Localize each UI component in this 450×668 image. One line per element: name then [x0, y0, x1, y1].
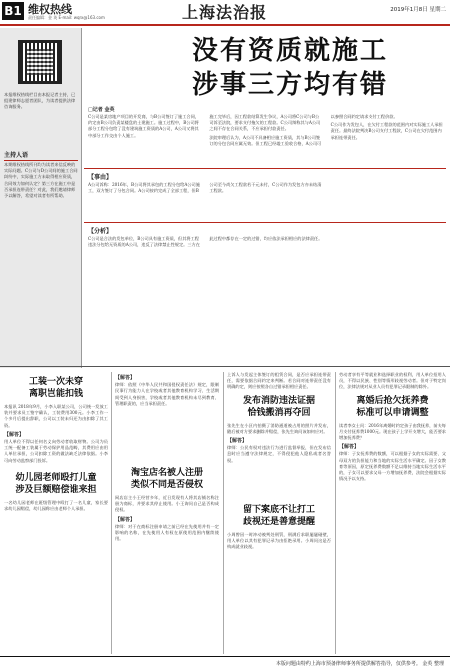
article-text: 律师：对于在商标注册申请之前已经在先使用并有一定影响的名称，在先使用人有权在原使用范围内继续使用。 — [115, 523, 219, 542]
article-text: 本报讯 2018年9月，小李入职某公司，公司统一发放工装并要求员工签字确认，工装费用300元。小李工作一个多月后提出辞职，公司以工装未归还为由扣除了其工资。 — [4, 404, 108, 428]
article-text: 律师：依照《中华人民共和国侵权责任法》规定，限制民事行为能力人在学校或者其他教育机构学习、生活期间受到人身损害，学校或者其他教育机构未尽到教育、管理职责的，应当承担责任。 — [115, 382, 219, 406]
column-4 — [339, 372, 446, 484]
lead-paragraph: C公司是某房地产项目的开发商，与B公司签订了施工合同，约定由B公司负责某楼盘的土建施工。施工过程中，B公司将部分工程分包给了没有建筑施工资质的A公司，A公司又将其中部分工作交由个人施工。 — [88, 114, 199, 138]
subhead-cause: 【事由】 — [88, 174, 113, 181]
subhead-analysis: 【分析】 — [88, 228, 113, 235]
sidebar-intro: 本报维权热线栏目由本报记者主持，已组建律师志愿者团队，为读者提供法律咨询服务。 — [4, 92, 76, 109]
column-divider — [111, 372, 112, 654]
article-title: 离婚后抢欠抚养费 标准可以申请调整 — [356, 395, 429, 418]
masthead: 上海法治报 — [182, 3, 268, 22]
article-text: 上诉人与发起主体签订的租赁合同，是否应承担连带责任，需要依据合同约定来判断。若合同对连带责任没有明确约定，则应按照各自过错承担相应责任。 — [227, 372, 331, 390]
lead-paragraph: 施工完毕后，因工程款结算发生争议，A公司将C公司与B公司诉至法院，要求支付拖欠的工程款。C公司辩称其与A公司之间不存在合同关系，不应承担付款责任。 — [209, 114, 321, 132]
cause-body — [88, 182, 444, 194]
section-code: B1 — [2, 2, 24, 20]
article-text: 网店店主小王经营多年，近日发现有人将其店铺名称注册为商标，并要求其停止使用。小王询问自己是否构成侵权。 — [115, 495, 219, 513]
article-text: 律师：子女抚养费的数额，可以根据子女的实际需要、父母双方的负担能力和当地的实际生活水平确定。因子女教育等原因，原定抚养费数额不足以维持当地实际生活水平的，子女可以要求父母一方增加抚养费，法院会根据实际情况予以支持。 — [339, 451, 446, 482]
page-header — [0, 0, 450, 26]
article-text: 劳动者享有平等就业和选择职业的权利，用人单位招用人员，不得以民族、性别等情形歧视劳动者。但对于特定岗位，法律法规对从业人员有犯罪记录限制的除外。 — [339, 372, 446, 390]
article-title: 淘宝店名被人注册 类似不同是否侵权 — [130, 468, 203, 491]
article-text: 小周曾因一时冲动被判处刑罚，刑满后求职屡屡碰壁，用人单位以其有犯罪记录为由拒绝录用。小周问这是否构成就业歧视。 — [227, 531, 331, 550]
headline-line-1: 没有资质就施工 — [191, 36, 388, 66]
lead-body — [88, 114, 444, 147]
article-title: 留下案底不让打工 歧视还是善意提醒 — [242, 504, 315, 527]
article-title: 幼儿园老师殴打儿童 涉及巨额赔偿谁来担 — [15, 472, 97, 495]
article-text: 用人单位不得以任何名义向劳动者收取财物。公司为员工统一配备工装属于劳动保护用品范畴，其费用应由用人单位承担，公司扣除工资的做法缺乏法律依据。小李可向劳动监察部门投诉。 — [4, 439, 108, 463]
answer-tag: 【解答】 — [4, 431, 25, 438]
column-divider — [223, 372, 224, 654]
column-1 — [4, 372, 108, 514]
cause-paragraph: A公司诉称：2016年，B公司将其承包的工程分包给A公司施工，双方签订了分包合同。A公司按约完成了全部工程，但B公司至今尚欠工程款若干元未付，C公司作为发包方亦未结清工程款。 — [88, 182, 322, 194]
article-title: 工装一次未穿 离职岂能扣钱 — [28, 377, 83, 399]
lead-paragraph: C公司作为发包人，在欠付工程款的范围内对实际施工人承担责任。最终法院判决B公司支付工程款，C公司在欠付范围内承担连带责任。 — [330, 122, 443, 140]
host-text: 本期维权热线所刊均为读者来信反映的实际问题。C公司与D公司间的施工合同纠纷中，实际施工方未取得相应资质，合同效力如何认定？第三方在施工中是否承担连带责任？对此，我们邀请律师予以解答，希望对读者有所帮助。 — [4, 162, 78, 199]
section-title: 维权热线 — [28, 3, 72, 16]
analysis-body — [88, 236, 444, 356]
column-divider — [335, 372, 336, 654]
lead-paragraph: 法院审理后认为，A公司不具备相应施工资质，其与B公司签订的分包合同应属无效。但工程已经竣工验收合格，A公司可以参照合同约定请求支付工程价款。 — [209, 114, 398, 146]
page-footer: 本版问题由特约上海市预备律师事务所提供解答指导，仅供参考。 金英 整理 — [0, 656, 450, 668]
divider — [84, 168, 446, 169]
answer-tag: 【解答】 — [227, 438, 248, 445]
headline-line-2: 涉事三方均有错 — [191, 70, 388, 100]
divider — [84, 222, 446, 223]
analysis-paragraph: C公司是合法的发包单位，B公司具有施工资质，但其将工程违法分包给无资质的A公司，违反了法律禁止性规定。三方在此过程中都存在一定的过错，均应依法承担相应的法律责任。 — [88, 236, 323, 248]
section-divider — [0, 366, 450, 367]
column-2 — [115, 372, 219, 544]
lead-headline — [140, 34, 440, 102]
qr-code-icon — [18, 40, 62, 84]
column-3 — [227, 372, 331, 552]
answer-tag: 【解答】 — [115, 516, 136, 523]
byline: □记者 金英 — [88, 107, 115, 113]
article-text: 张先生在小区内拍摄了消防通道被占用的照片并发布，随后被对方要求删除并赔偿，张先生询问该如何应对。 — [227, 422, 331, 434]
section-editor: 责任编辑：金 英 E-mail: wqrx@163.com — [28, 15, 105, 20]
article-text: 律师：公民有权对违法行为进行监督举报，但在发布信息时应当遵守法律规定，不得侵犯他人隐私或者名誉权。 — [227, 445, 331, 463]
article-text: 读者李女士问：2016年离婚时约定孩子由我抚养，前夫每月支付抚养费1000元。现在孩子上学开支增大，能否要求增加抚养费？ — [339, 422, 446, 441]
host-heading: 主持人语 — [4, 150, 78, 161]
article-text: 一名幼儿园老师在班级管理中殴打了一名儿童，家长要求幼儿园赔偿，幼儿园称应由老师个人承担。 — [4, 499, 108, 512]
article-title: 发布消防违法证据 恰钱搬消再夺回 — [242, 395, 315, 418]
answer-tag: 【解答】 — [339, 444, 360, 451]
issue-date: 2019年1月8日 星期二 — [390, 7, 446, 13]
sidebar — [0, 28, 82, 368]
answer-tag: 【解答】 — [115, 375, 136, 381]
